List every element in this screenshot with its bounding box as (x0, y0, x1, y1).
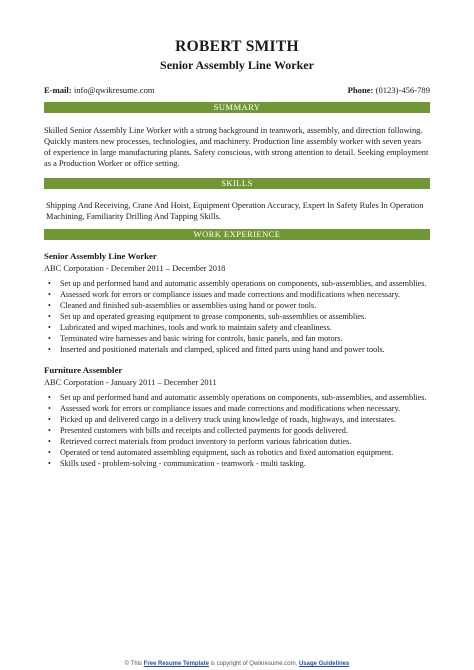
section-skills-header: SKILLS (44, 178, 430, 189)
list-item (44, 323, 430, 333)
bullet-icon: • (48, 404, 51, 414)
skills-text: Shipping And Receiving, Crane And Hoist, Equipment Operation Accuracy, Expert In Safety Rules In Operation Machining, Familiarity Drilling And Tapping Skills. (46, 201, 424, 221)
list-item (44, 426, 430, 436)
bullet-icon: • (48, 345, 51, 354)
duty-text: Operated or tend automated assembling equipment, such as robotics and fixed automation equipment. (60, 448, 394, 458)
bullet-icon: • (48, 426, 51, 436)
list-item (44, 437, 430, 447)
resume-page (44, 0, 430, 470)
list-item (44, 393, 430, 403)
bullet-icon: • (48, 290, 51, 299)
bullet-icon: • (48, 437, 51, 447)
candidate-name: ROBERT SMITH (175, 38, 299, 55)
duty-text: Skills used - problem-solving - communication - teamwork - multi tasking. (60, 459, 306, 469)
bullet-icon: • (48, 301, 51, 310)
bullet-icon: • (48, 393, 51, 403)
job-title: Furniture Assembler (44, 365, 123, 376)
duty-text: Presented customers with bills and receipts and collected payments for goods delivered. (60, 426, 348, 436)
job-duties-list (44, 279, 430, 355)
job-title: Senior Assembly Line Worker (44, 251, 157, 261)
contact-row (44, 85, 430, 96)
job-entry-2 (44, 365, 430, 469)
job-company-dates: ABC Corporation - January 2011 – December 2011 (44, 378, 217, 388)
phone-block (348, 85, 430, 96)
duty-text: Retrieved correct materials from product inventory to perform various fabrication duties. (60, 437, 352, 447)
footer-middle: is copyright of Qwikresume.com. (210, 661, 298, 667)
bullet-icon: • (48, 323, 51, 332)
usage-guidelines-link[interactable]: Usage Guidelines (298, 661, 350, 667)
section-summary-header: SUMMARY (44, 102, 430, 113)
duty-text: Assessed work for errors or compliance issues and made corrections and modifications when necessary. (60, 290, 401, 299)
list-item (44, 312, 430, 322)
list-item (44, 290, 430, 300)
list-item (44, 279, 430, 289)
phone-label: Phone: (347, 85, 374, 95)
email-block (44, 85, 155, 96)
job-entry-1 (44, 251, 430, 355)
list-item (44, 345, 430, 355)
bullet-icon: • (48, 312, 51, 321)
list-item (44, 334, 430, 344)
summary-text: Skilled Senior Assembly Line Worker with a strong background in teamwork, assembly, and direction following. Quickly masters new processes, technologies, and machinery. Production line assembly worker with seven years of experience in large manufacturing plants. Safety conscious, with strong attention to detail. Seeking employment as a Production Worker or office setting. (44, 126, 429, 168)
duty-text: Picked up and delivered cargo in a delivery truck using knowledge of roads, highways, and interstates. (60, 415, 396, 425)
duty-text: Set up and operated greasing equipment to grease components, sub-assemblies or assemblies. (60, 312, 367, 321)
copyright-footer (0, 660, 474, 668)
email-label: E-mail: (44, 85, 72, 95)
duty-text: Terminated wire harnesses and basic wiring for controls, basic panels, and fan motors. (60, 334, 343, 343)
list-item (44, 404, 430, 414)
duty-text: Inserted and positioned materials and clamped, spliced and fitted parts using hand and power tools. (60, 345, 385, 354)
bullet-icon: • (48, 448, 51, 458)
bullet-icon: • (48, 279, 51, 288)
duty-text: Set up and performed hand and automatic assembly operations on components, sub-assemblies, and assemblies. (60, 279, 427, 288)
candidate-role: Senior Assembly Line Worker (160, 58, 314, 72)
phone-value: (0123)-456-789 (375, 85, 430, 95)
bullet-icon: • (48, 459, 51, 469)
free-resume-template-link[interactable]: Free Resume Template (143, 661, 209, 667)
job-duties-list (44, 393, 430, 469)
list-item (44, 301, 430, 311)
list-item (44, 448, 430, 458)
job-company-dates: ABC Corporation - December 2011 – December 2018 (44, 264, 226, 273)
list-item (44, 459, 430, 469)
list-item (44, 415, 430, 425)
section-experience-header: WORK EXPERIENCE (44, 229, 430, 240)
email-value[interactable]: info@qwikresume.com (73, 85, 155, 95)
bullet-icon: • (48, 415, 51, 425)
duty-text: Set up and performed hand and automatic assembly operations on components, sub-assemblies, and assemblies. (60, 393, 427, 403)
bullet-icon: • (48, 334, 51, 343)
footer-prefix: © This (124, 661, 142, 667)
duty-text: Cleaned and finished sub-assemblies or assemblies using hand or power tools. (60, 301, 317, 310)
duty-text: Lubricated and wiped machines, tools and work to maintain safety and cleanliness. (60, 323, 332, 332)
duty-text: Assessed work for errors or compliance issues and made corrections and modifications when necessary. (60, 404, 401, 414)
